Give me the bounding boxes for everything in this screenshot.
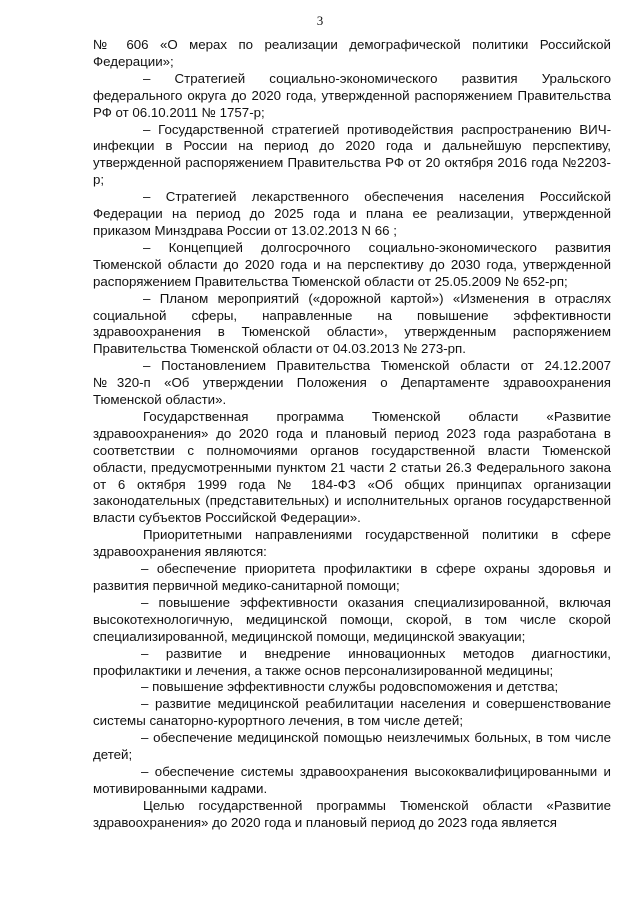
list-item: – Планом мероприятий («дорожной картой») «Изменения в отраслях социальной сферы, направленные на повышение эффективности здравоохранения в Тюменской области», утвержденным распоряжением Правительства Тюменской области от 04.03.2013 № 273-рп. xyxy=(93,290,611,357)
list-item: – повышение эффективности службы родовспоможения и детства; xyxy=(141,679,559,695)
list-item: – Концепцией долгосрочного социально-экономического развития Тюменской области до 2020 года и на перспективу до 2030 года, утвержденной распоряжением Правительства Тюменской области от 25.05.2009 № 652-рп; xyxy=(93,239,611,289)
list-item: – обеспечение медицинской помощью неизлечимых больных, в том числе детей; xyxy=(93,730,611,763)
list-item: – Стратегией социально-экономического развития Уральского федерального округа до 2020 года, утвержденной распоряжением Правительства РФ от 06.10.2011 № 1757-р; xyxy=(93,70,611,120)
list-item: – развитие и внедрение инновационных методов диагностики, профилактики и лечения, а также основ персонализированной медицины; xyxy=(93,645,611,678)
document-body xyxy=(93,37,611,832)
paragraph: Государственная программа Тюменской области «Развитие здравоохранения» до 2020 года и плановый период 2023 года разработана в соответствии с полномочиями органов государственной власти Тюменской области, предусмотренными пунктом 21 части 2 статьи 26.3 Федерального закона от 6 октября 1999 года № 184-ФЗ «Об общих принципах организации законодательных (представительных) и исполнительных органов государственной власти субъектов Российской Федерации». xyxy=(93,408,611,526)
list-item: – Государственной стратегией противодействия распространению ВИЧ-инфекции в России на период до 2020 года и дальнейшую перспективу, утвержденной распоряжением Правительства РФ от 20 октября 2016 года №2203-р; xyxy=(93,121,611,188)
paragraph: Целью государственной программы Тюменской области «Развитие здравоохранения» до 2020 года и плановый период до 2023 года является xyxy=(93,797,611,830)
list-item: – Постановлением Правительства Тюменской области от 24.12.2007 №320-п «Об утверждении Положения о Департаменте здравоохранения Тюменской области». xyxy=(93,358,611,408)
page-number: 3 xyxy=(316,13,324,28)
paragraph: № 606 «О мерах по реализации демографической политики Российской Федерации»; xyxy=(93,37,611,69)
list-item: – развитие медицинской реабилитации населения и совершенствование системы санаторно-курортного лечения, в том числе детей; xyxy=(93,696,611,729)
list-item: – повышение эффективности оказания специализированной, включая высокотехнологичную, медицинской помощи, скорой, в том числе скорой специализированной, медицинской помощи, медицинской эвакуации; xyxy=(93,594,611,644)
list-item: – обеспечение системы здравоохранения высококвалифицированными и мотивированными кадрами. xyxy=(93,763,611,796)
list-item: – Стратегией лекарственного обеспечения населения Российской Федерации на период до 2025 года и плана ее реализации, утвержденной приказом Минздрава России от 13.02.2013 N 66 ; xyxy=(93,189,611,238)
list-item: – обеспечение приоритета профилактики в сфере охраны здоровья и развития первичной медико-санитарной помощи; xyxy=(93,561,611,593)
paragraph: Приоритетными направлениями государственной политики в сфере здравоохранения являются: xyxy=(93,527,611,560)
